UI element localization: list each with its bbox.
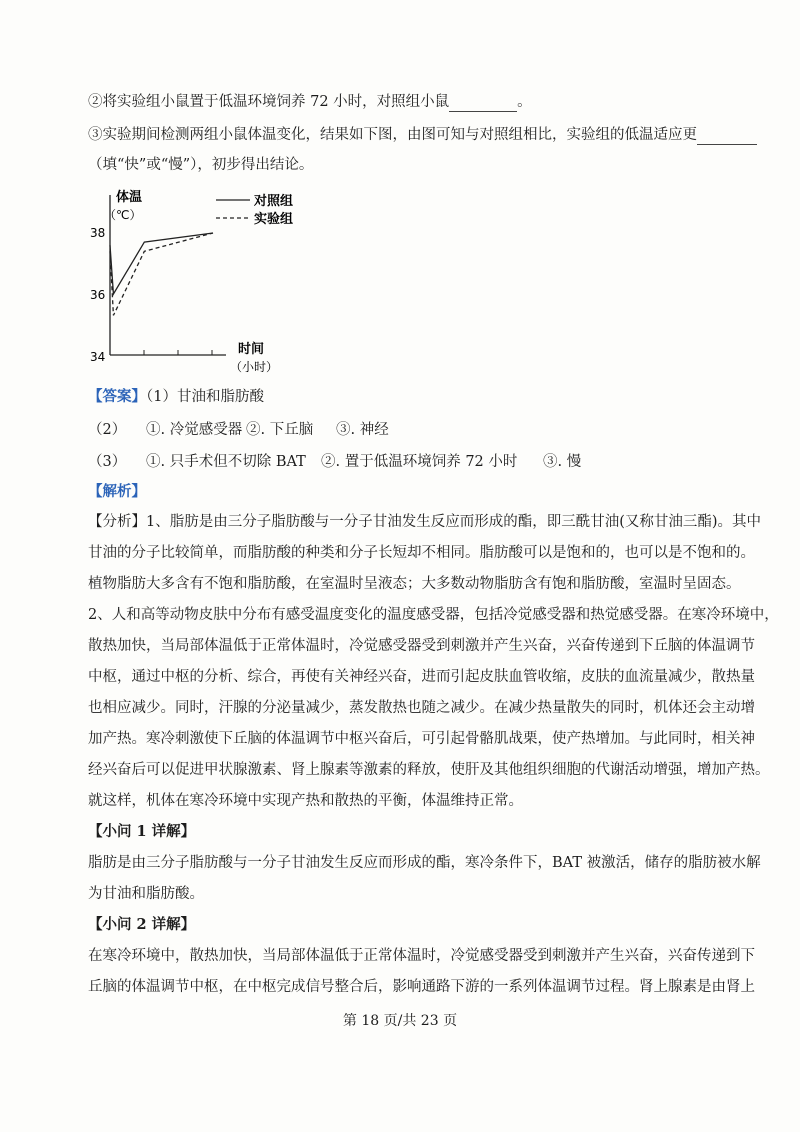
sub-question-2-line: 在寒冷环境中，散热加快，当局部体温低于正常体温时，冷觉感受器受到刺激并产生兴奋，兴奋传递到下: [88, 948, 755, 964]
question-step-2-end: 。: [517, 94, 532, 110]
question-step-2: [88, 92, 532, 112]
chart-ytick-34: 34: [90, 350, 106, 364]
question-step-3-line2: （填“快”或“慢”），初步得出结论。: [88, 157, 314, 173]
chart-xlabel: 时间: [238, 342, 265, 357]
answer-2-label: （2）: [88, 422, 127, 438]
answer-2-item-2: ②. 下丘脑: [246, 422, 314, 438]
answer-line-3: [88, 452, 581, 472]
analysis-line: 经兴奋后可以促进甲状腺激素、肾上腺素等激素的释放，使肝及其他组织细胞的代谢活动增强，增加产热。: [88, 762, 770, 778]
analysis-tag: 【解析】: [88, 483, 146, 500]
chart-xunit: （小时）: [230, 360, 279, 374]
answer-2-item-1: ①. 冷觉感受器: [146, 422, 243, 438]
chart-ytick-38: 38: [90, 226, 106, 240]
page-footer: 第 18 页/共 23 页: [342, 1013, 458, 1029]
sub-question-1-line: 脂肪是由三分子脂肪酸与一分子甘油发生反应而形成的酯，寒冷条件下，BAT 被激活，储存的脂肪被水解: [88, 855, 761, 871]
chart-series-control: [110, 233, 213, 294]
sub-question-1-line: 为甘油和脂肪酸。: [88, 886, 204, 902]
body-temperature-chart: [88, 185, 318, 385]
chart-yunit: （℃）: [104, 208, 142, 222]
answer-3-item-3: ③. 慢: [543, 454, 582, 470]
question-step-3: [88, 125, 757, 145]
analysis-line: 植物脂肪大多含有不饱和脂肪酸，在室温时呈液态；大多数动物脂肪含有饱和脂肪酸，室温时呈固态。: [88, 576, 741, 592]
question-step-2-text: ②将实验组小鼠置于低温环境饲养 72 小时，对照组小鼠: [88, 94, 450, 110]
analysis-line: 【分析】1、脂肪是由三分子脂肪酸与一分子甘油发生反应而形成的酯，即三酰甘油(又称甘油三酯)。其中: [88, 514, 762, 530]
answer-line-1: [88, 387, 264, 407]
chart-legend-experiment: 实验组: [254, 212, 294, 227]
analysis-line: 甘油的分子比较简单，而脂肪酸的种类和分子长短却不相同。脂肪酸可以是饱和的，也可以是不饱和的。: [88, 545, 755, 561]
chart-legend-control: 对照组: [254, 194, 294, 209]
analysis-line: 就这样，机体在寒冷环境中实现产热和散热的平衡，体温维持正常。: [88, 793, 523, 809]
answer-line-2: [88, 420, 389, 440]
chart-ytick-36: 36: [90, 288, 106, 302]
answer-tag: 【答案】: [88, 388, 146, 405]
question-step-3-text: ③实验期间检测两组小鼠体温变化，结果如下图，由图可知与对照组相比，实验组的低温适应更: [88, 127, 697, 143]
answer-3-label: （3）: [88, 454, 127, 470]
answer-1: （1）甘油和脂肪酸: [146, 389, 264, 405]
answer-3-item-2: ②. 置于低温环境饲养 72 小时: [321, 454, 518, 470]
answer-2-item-3: ③. 神经: [336, 422, 389, 438]
sub-question-1-tag: 【小问 1 详解】: [88, 823, 196, 840]
analysis-line: 散热加快，当局部体温低于正常体温时，冷觉感受器受到刺激并产生兴奋，兴奋传递到下丘脑的体温调节: [88, 638, 755, 654]
answer-blank-1[interactable]: [449, 95, 517, 112]
analysis-line: 也相应减少。同时，汗腺的分泌量减少，蒸发散热也随之减少。在减少热量散失的同时，机体还会主动增: [88, 700, 755, 716]
analysis-line: 加产热。寒冷刺激使下丘脑的体温调节中枢兴奋后，可引起骨骼肌战栗，使产热增加。与此同时，相关神: [88, 731, 755, 747]
answer-3-item-1: ①. 只手术但不切除 BAT: [146, 454, 306, 470]
sub-question-2-tag: 【小问 2 详解】: [88, 916, 196, 933]
analysis-line: 中枢，通过中枢的分析、综合，再使有关神经兴奋，进而引起皮肤血管收缩，皮肤的血流量减少，散热量: [88, 669, 755, 685]
answer-blank-2[interactable]: [697, 128, 757, 145]
sub-question-2-line: 丘脑的体温调节中枢，在中枢完成信号整合后，影响通路下游的一系列体温调节过程。肾上腺素是由肾上: [88, 979, 755, 995]
chart-ylabel: 体温: [116, 190, 143, 205]
analysis-line: 2、人和高等动物皮肤中分布有感受温度变化的温度感受器，包括冷觉感受器和热觉感受器。在寒冷环境中，: [88, 607, 779, 623]
